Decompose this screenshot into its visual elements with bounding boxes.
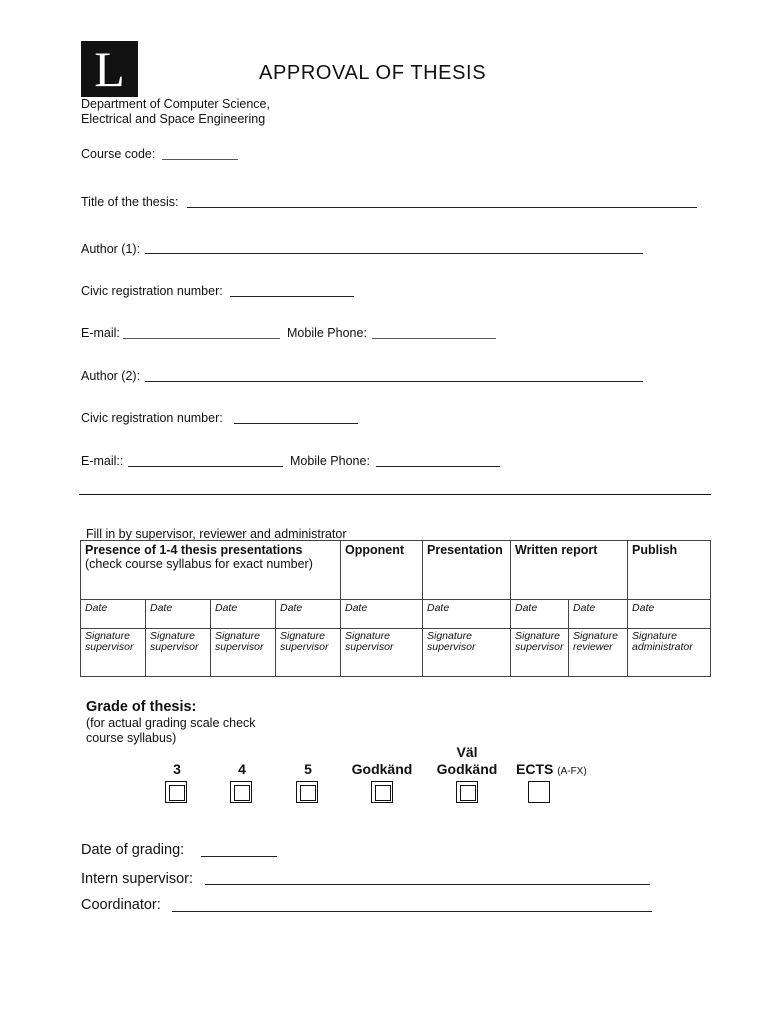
author2-field[interactable]	[145, 381, 643, 382]
department-line-2: Electrical and Space Engineering	[81, 112, 266, 126]
signoff-table	[80, 540, 711, 677]
author1-field[interactable]	[145, 253, 643, 254]
department-line-1: Department of Computer Science,	[81, 97, 270, 111]
date-row	[81, 600, 711, 629]
thesis-title-field[interactable]	[187, 207, 697, 208]
email2-field[interactable]	[128, 466, 283, 467]
date-cell[interactable]: Date	[511, 600, 569, 629]
logo: L	[81, 41, 138, 97]
date-cell[interactable]: Date	[276, 600, 341, 629]
signoff-header-row	[81, 541, 711, 600]
section-divider	[79, 494, 711, 495]
thesis-title-label: Title of the thesis:	[81, 195, 179, 209]
signoff-intro: Fill in by supervisor, reviewer and administrator	[86, 527, 347, 541]
email2-label: E-mail::	[81, 454, 124, 468]
presentation-header: Presentation	[423, 541, 511, 600]
page-title: APPROVAL OF THESIS	[259, 62, 487, 84]
signature-cell[interactable]: Signature supervisor	[423, 629, 511, 677]
grade-label-val-godkand: Godkänd	[436, 761, 498, 777]
signature-cell[interactable]: Signature supervisor	[81, 629, 146, 677]
signature-cell[interactable]: Signature supervisor	[511, 629, 569, 677]
signature-row	[81, 629, 711, 677]
signature-cell[interactable]: Signature supervisor	[146, 629, 211, 677]
civic2-field[interactable]	[234, 423, 358, 424]
signature-cell[interactable]: Signature supervisor	[211, 629, 276, 677]
email1-field[interactable]	[123, 338, 280, 339]
date-cell[interactable]: Date	[211, 600, 276, 629]
grade-ects-checkbox[interactable]	[528, 781, 550, 803]
author1-label: Author (1):	[81, 242, 141, 256]
grade-label-val: Väl	[456, 744, 478, 760]
mobile1-field[interactable]	[372, 338, 496, 339]
coordinator-field[interactable]	[172, 911, 652, 912]
grade-5-checkbox[interactable]	[296, 781, 318, 803]
coordinator-label: Coordinator:	[81, 897, 161, 913]
date-cell[interactable]: Date	[423, 600, 511, 629]
mobile1-label: Mobile Phone:	[287, 326, 367, 340]
grade-note: (for actual grading scale check course syllabus)	[86, 716, 256, 745]
presence-header	[81, 541, 341, 600]
publish-header: Publish	[628, 541, 711, 600]
signature-cell[interactable]: Signature supervisor	[341, 629, 423, 677]
grade-label-3: 3	[173, 761, 181, 777]
grade-3-checkbox[interactable]	[165, 781, 187, 803]
written-report-header: Written report	[511, 541, 628, 600]
date-cell[interactable]: Date	[146, 600, 211, 629]
presence-header-note: (check course syllabus for exact number)	[85, 557, 313, 571]
signature-cell[interactable]: Signature administrator	[628, 629, 711, 677]
mobile2-label: Mobile Phone:	[290, 454, 370, 468]
date-cell[interactable]: Date	[341, 600, 423, 629]
grade-val-godkand-checkbox[interactable]	[456, 781, 478, 803]
date-cell[interactable]: Date	[81, 600, 146, 629]
intern-supervisor-label: Intern supervisor:	[81, 871, 194, 887]
mobile2-field[interactable]	[376, 466, 500, 467]
course-code-field[interactable]	[162, 159, 238, 160]
department-name	[81, 97, 270, 127]
date-cell[interactable]: Date	[569, 600, 628, 629]
date-of-grading-field[interactable]	[201, 856, 277, 857]
grade-label-ects: ECTS (A-FX)	[516, 761, 587, 777]
course-code-label: Course code:	[81, 147, 156, 161]
grade-godkand-checkbox[interactable]	[371, 781, 393, 803]
presence-header-title: Presence of 1-4 thesis presentations	[85, 543, 303, 557]
grade-4-checkbox[interactable]	[230, 781, 252, 803]
signature-cell[interactable]: Signature supervisor	[276, 629, 341, 677]
opponent-header: Opponent	[341, 541, 423, 600]
grade-title: Grade of thesis:	[86, 699, 197, 715]
grade-label-5: 5	[304, 761, 312, 777]
intern-supervisor-field[interactable]	[205, 884, 650, 885]
signature-cell[interactable]: Signature reviewer	[569, 629, 628, 677]
civic2-label: Civic registration number:	[81, 411, 223, 425]
civic1-field[interactable]	[230, 296, 354, 297]
grade-label-godkand: Godkänd	[351, 761, 413, 777]
grade-label-4: 4	[238, 761, 246, 777]
author2-label: Author (2):	[81, 369, 141, 383]
date-of-grading-label: Date of grading:	[81, 842, 185, 858]
email1-label: E-mail:	[81, 326, 120, 340]
date-cell[interactable]: Date	[628, 600, 711, 629]
civic1-label: Civic registration number:	[81, 284, 223, 298]
